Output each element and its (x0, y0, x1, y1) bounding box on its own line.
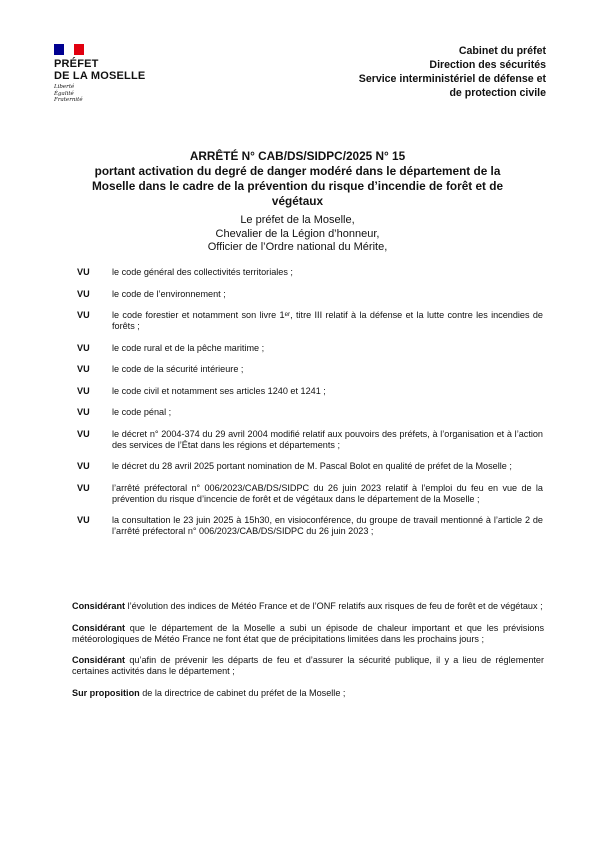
vu-text: le code rural et de la pêche maritime ; (112, 342, 265, 353)
logo-motto (54, 84, 145, 104)
vu-label: VU (77, 385, 90, 396)
vu-label: VU (77, 310, 90, 320)
vu-item (77, 267, 543, 278)
vu-label: VU (77, 364, 90, 374)
considerant-text: que le département de la Moselle a subi un épisode de chaleur important et que les prévisions météorologiques de Météo France ne font état que de précipitations limitées dans les prochains jours ; (72, 622, 544, 644)
vu-label: VU (77, 267, 90, 277)
proposal-lead: Sur proposition (72, 687, 140, 698)
vu-text: l’arrêté préfectoral n° 006/2023/CAB/DS/SIDPC du 26 juin 2023 relatif à l’emploi du feu en vue de la prévention du risque d’incencie de forêt et de végétaux dans le département de la Moselle ; (112, 482, 543, 504)
decree-subject-line: végétaux (271, 194, 324, 208)
vu-item (77, 483, 543, 505)
vu-item (77, 386, 543, 397)
motto-fraternite: Fraternité (54, 97, 83, 103)
considerant-text: l’évolution des indices de Météo France et de l’ONF relatifs aux risques de feu de forêt et de végétaux ; (125, 601, 543, 611)
header-line: Direction des sécurités (429, 59, 546, 71)
logo-title-line2: DE LA MOSELLE (54, 70, 146, 82)
vu-text: le code civil et notamment ses articles 1240 et 1241 ; (112, 385, 326, 396)
prefecture-logo (54, 44, 145, 104)
vu-label: VU (77, 461, 90, 471)
considerant-text: qu’afin de prévenir les départs de feu et d’assurer la sécurité publique, il y a lieu de réglementer certaines activités dans le département ; (72, 655, 544, 676)
vu-label: VU (77, 342, 90, 353)
vu-label: VU (77, 407, 90, 417)
vu-label: VU (77, 288, 90, 299)
vu-text: le code pénal ; (112, 407, 172, 417)
considerant-item (72, 601, 544, 612)
considerant-item (72, 623, 544, 645)
vu-item (77, 515, 543, 537)
issuing-service-header (359, 44, 546, 100)
decree-subject-line: portant activation du degré de danger modéré dans le département de la (94, 164, 501, 178)
vu-item (77, 461, 543, 472)
vu-item (77, 407, 543, 418)
considerant-list (72, 601, 544, 709)
vu-item (77, 310, 543, 332)
proposal-text: de la directrice de cabinet du préfet de la Moselle ; (139, 687, 346, 698)
decree-subject-line: Moselle dans le cadre de la prévention du risque d’incendie de forêt et de (91, 179, 504, 193)
vu-text: le code de la sécurité intérieure ; (112, 364, 244, 374)
flag-white-stripe (64, 44, 74, 55)
logo-title (54, 58, 145, 82)
considerant-lead: Considérant (72, 622, 126, 633)
header-line: Service interministériel de défense et (358, 73, 546, 85)
intro-line: Le préfet de la Moselle, (240, 214, 355, 226)
header-line: de protection civile (449, 87, 546, 99)
vu-text: la consultation le 23 juin 2025 à 15h30, en visioconférence, du groupe de travail mentionné à l’article 2 de l’arrêté préfectoral n° 006/2023/CAB/DS/SIDPC du 26 juin 2023 ; (112, 515, 543, 536)
marianne-flag-icon (54, 44, 84, 55)
flag-red-stripe (74, 44, 84, 55)
vu-text: le décret n° 2004-374 du 29 avril 2004 modifié relatif aux pouvoirs des préfets, à l’organisation et à l’action des services de l’État dans les régions et départements ; (112, 428, 543, 450)
vu-label: VU (77, 482, 90, 493)
considerant-item (72, 655, 544, 677)
vu-label: VU (77, 428, 90, 439)
logo-title-line1: PRÉFET (54, 58, 99, 70)
intro-line: Chevalier de la Légion d’honneur, (215, 227, 380, 240)
vu-item (77, 289, 543, 300)
motto-liberte: Liberté (54, 84, 75, 90)
decree-title (60, 149, 535, 209)
vu-item (77, 429, 543, 451)
flag-blue-stripe (54, 44, 64, 55)
vu-item (77, 364, 543, 375)
vu-list (77, 267, 543, 548)
vu-item (77, 343, 543, 354)
considerant-lead: Considérant (72, 655, 126, 665)
header-line: Cabinet du préfet (458, 45, 546, 57)
vu-text: le décret du 28 avril 2025 portant nomination de M. Pascal Bolot en qualité de préfet de la Moselle ; (112, 461, 512, 471)
considerant-lead: Considérant (72, 601, 126, 611)
vu-label: VU (77, 515, 90, 525)
motto-egalite: Égalité (54, 90, 74, 97)
decree-number: ARRÊTÉ N° CAB/DS/SIDPC/2025 N° 15 (189, 149, 406, 163)
vu-text: le code forestier et notamment son livre 1ᵉʳ, titre III relatif à la défense et la lutte contre les incendies de forêts ; (112, 310, 543, 331)
vu-text: le code de l’environnement ; (112, 288, 226, 299)
intro-line: Officier de l’Ordre national du Mérite, (207, 241, 388, 253)
prefect-intro (60, 214, 535, 255)
proposal-item (72, 688, 544, 699)
vu-text: le code général des collectivités territoriales ; (112, 267, 293, 277)
